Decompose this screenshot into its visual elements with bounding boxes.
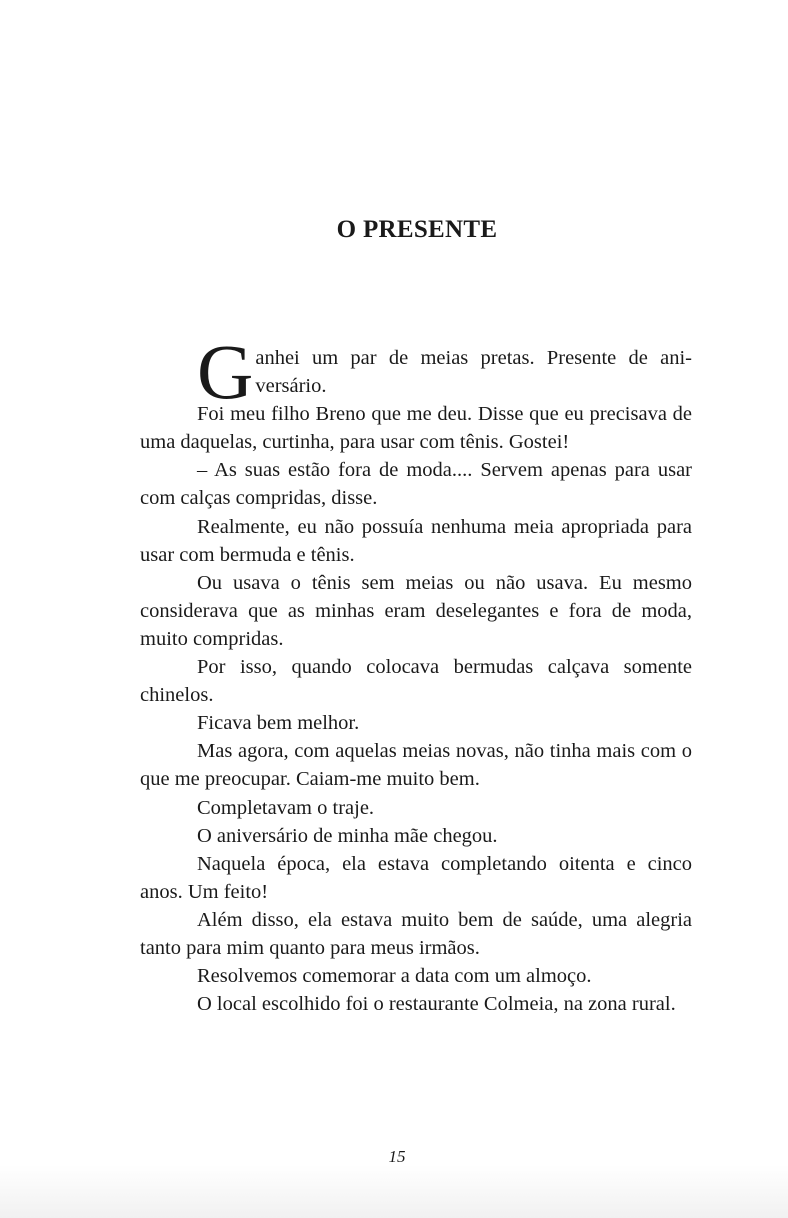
paragraph-first (140, 328, 692, 415)
paragraph: – As suas estão fora de moda.... Servem apenas para usar com calças compridas, disse. (140, 459, 692, 510)
chapter-body (140, 328, 692, 1018)
page-number: 15 (388, 1147, 406, 1166)
paragraph: O aniversário de minha mãe chegou. (197, 824, 498, 847)
paragraph: Por isso, quando colocava bermudas calçava somente chinelos. (140, 656, 692, 707)
chapter-title: O PRESENTE (336, 216, 498, 243)
paragraph: Resolvemos comemorar a data com um almoço. (197, 965, 592, 988)
paragraph: Foi meu filho Breno que me deu. Disse que eu precisava de uma daquelas, curtinha, para usar com tênis. Gostei! (140, 403, 692, 454)
drop-cap: G (197, 328, 254, 415)
paragraph: Ou usava o tênis sem meias ou não usava. Eu mesmo considerava que as minhas eram deselegantes e fora de moda, muito compridas. (140, 571, 692, 650)
paragraph: Ficava bem melhor. (197, 712, 360, 735)
paragraph: Além disso, ela estava muito bem de saúde, uma alegria tanto para mim quanto para meus irmãos. (140, 908, 692, 959)
paragraph: Realmente, eu não possuía nenhuma meia apropriada para usar com bermuda e tênis. (140, 515, 692, 566)
paragraph: Mas agora, com aquelas meias novas, não tinha mais com o que me preocupar. Caiam-me muito bem. (140, 740, 692, 791)
paragraph: O local escolhido foi o restaurante Colmeia, na zona rural. (197, 993, 676, 1016)
paragraph: Naquela época, ela estava completando oitenta e cinco anos. Um feito! (140, 852, 692, 903)
paragraph: Completavam o traje. (197, 796, 375, 819)
paragraph-first-text: anhei um par de meias pretas. Presente de aniversário. (255, 347, 692, 398)
